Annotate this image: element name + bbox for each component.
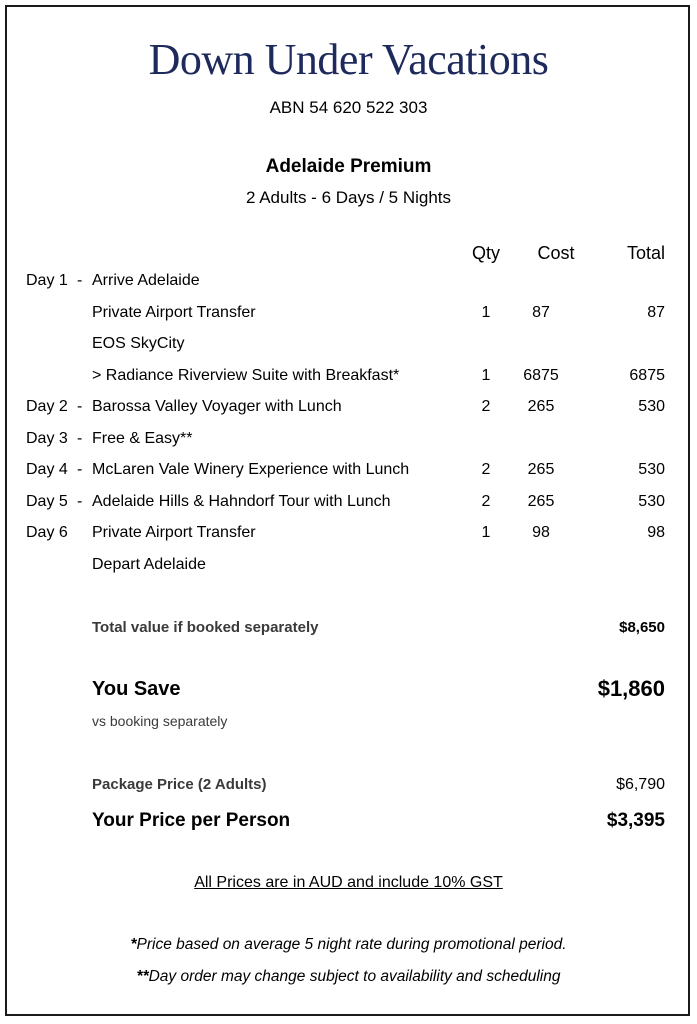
- total-value-label: Total value if booked separately: [92, 619, 319, 636]
- footnote-2-text: Day order may change subject to availability and scheduling: [148, 968, 561, 985]
- row-description: Adelaide Hills & Hahndorf Tour with Lunch: [92, 493, 391, 510]
- total-header: Total: [626, 243, 665, 263]
- row-separator: -: [77, 461, 83, 478]
- row-description: Private Airport Transfer: [92, 524, 256, 541]
- total-value-amount: $8,650: [619, 619, 665, 636]
- row-separator: -: [77, 493, 83, 510]
- row-description: Depart Adelaide: [92, 556, 206, 573]
- row-qty: 1: [481, 367, 491, 384]
- row-description: Barossa Valley Voyager with Lunch: [92, 398, 342, 415]
- row-qty: 2: [481, 398, 491, 415]
- row-cost: 6875: [523, 367, 559, 384]
- row-description: Free & Easy**: [92, 430, 193, 447]
- row-description: > Radiance Riverview Suite with Breakfast*: [92, 367, 400, 384]
- row-day: Day 6: [26, 524, 68, 541]
- footnote-2: [0, 968, 697, 986]
- cost-header: Cost: [537, 243, 575, 263]
- footnote-2-mark: **: [136, 968, 149, 985]
- row-description: McLaren Vale Winery Experience with Lunch: [92, 461, 410, 478]
- row-qty: 1: [481, 524, 491, 541]
- row-day: Day 1: [26, 272, 68, 289]
- vs-booking-note: vs booking separately: [92, 713, 228, 729]
- row-qty: 2: [481, 493, 491, 510]
- brand-logo: Down Under Vacations: [148, 35, 549, 84]
- row-cost: 98: [532, 524, 550, 541]
- row-separator: -: [77, 398, 83, 415]
- footnote-1-mark: *: [130, 936, 137, 953]
- package-price-amount: $6,790: [616, 776, 665, 793]
- row-total: 87: [647, 304, 665, 321]
- row-total: 530: [638, 493, 665, 510]
- per-person-label: Your Price per Person: [92, 810, 291, 831]
- row-cost: 265: [527, 461, 555, 478]
- row-qty: 2: [481, 461, 491, 478]
- row-day: Day 2: [26, 398, 68, 415]
- row-total: 98: [647, 524, 665, 541]
- row-description: Arrive Adelaide: [92, 272, 200, 289]
- you-save-label: You Save: [92, 678, 181, 700]
- row-total: 530: [638, 461, 665, 478]
- package-title: Adelaide Premium: [265, 156, 432, 177]
- row-cost: 265: [527, 398, 555, 415]
- row-description: EOS SkyCity: [92, 335, 185, 352]
- row-separator: -: [77, 272, 83, 289]
- qty-header: Qty: [471, 243, 500, 263]
- per-person-amount: $3,395: [606, 810, 665, 831]
- row-separator: -: [77, 430, 83, 447]
- row-day: Day 5: [26, 493, 68, 510]
- row-total: 530: [638, 398, 665, 415]
- row-qty: 1: [481, 304, 491, 321]
- row-cost: 265: [527, 493, 555, 510]
- row-day: Day 4: [26, 461, 68, 478]
- abn-number: ABN 54 620 522 303: [269, 98, 428, 117]
- you-save-amount: $1,860: [597, 676, 665, 701]
- row-day: Day 3: [26, 430, 68, 447]
- footnote-1: [0, 936, 697, 954]
- package-subtitle: 2 Adults - 6 Days / 5 Nights: [245, 188, 452, 207]
- package-price-label: Package Price (2 Adults): [92, 776, 267, 793]
- row-total: 6875: [629, 367, 665, 384]
- row-cost: 87: [532, 304, 550, 321]
- row-description: Private Airport Transfer: [92, 304, 256, 321]
- footnote-1-text: Price based on average 5 night rate during promotional period.: [136, 936, 567, 953]
- gst-note: All Prices are in AUD and include 10% GST: [194, 874, 503, 891]
